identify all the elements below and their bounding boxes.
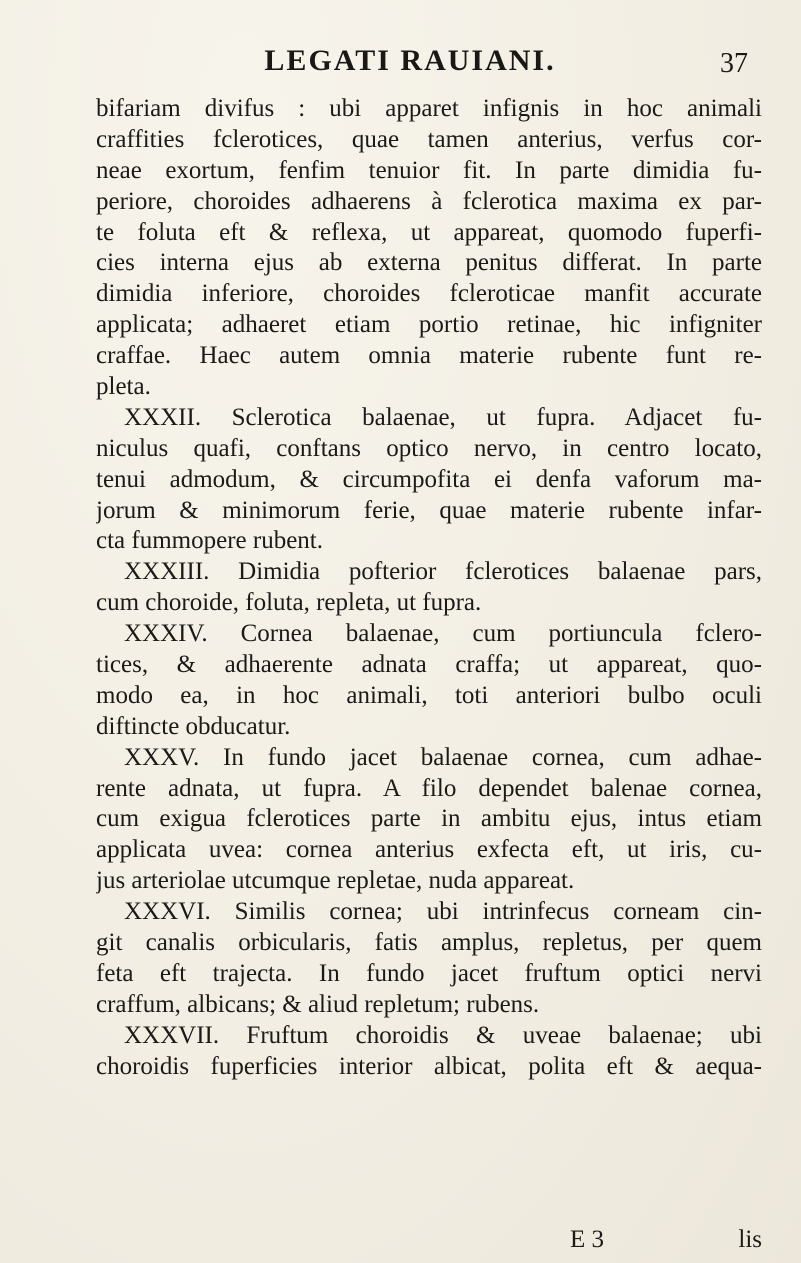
text-line: dimidia inferiore, choroides fcleroticae manfit accurate	[96, 280, 762, 308]
text-line: applicata; adhaeret etiam portio retinae, hic infigniter	[96, 311, 762, 339]
body-text	[96, 94, 762, 1083]
text-line: cum exigua fclerotices parte in ambitu ejus, intus etiam	[96, 805, 762, 833]
text-line: cies interna ejus ab externa penitus differat. In parte	[96, 249, 762, 277]
text-line: XXXIII. Dimidia pofterior fclerotices balaenae pars,	[124, 558, 762, 586]
text-line: applicata uvea: cornea anterius exfecta eft, ut iris, cu-	[96, 836, 762, 864]
text-line: rente adnata, ut fupra. A filo dependet balenae cornea,	[96, 774, 762, 802]
text-line: cum choroide, foluta, repleta, ut fupra.	[96, 589, 482, 617]
text-line: XXXIV. Cornea balaenae, cum portiuncula fclero-	[124, 620, 762, 648]
text-line: craffae. Haec autem omnia materie rubente funt re-	[96, 342, 762, 370]
text-line: craffum, albicans; & aliud repletum; rubens.	[96, 990, 540, 1018]
text-line: XXXII. Sclerotica balaenae, ut fupra. Adjacet fu-	[124, 403, 762, 431]
text-line: XXXV. In fundo jacet balaenae cornea, cum adhae-	[124, 743, 762, 771]
text-line: modo ea, in hoc animali, toti anteriori bulbo oculi	[96, 681, 762, 709]
page-number: 37	[720, 48, 748, 79]
text-line: XXXVII. Fruftum choroidis & uveae balaenae; ubi	[124, 1021, 762, 1049]
text-line: periore, choroides adhaerens à fclerotica maxima ex par-	[96, 187, 762, 215]
text-line: jorum & minimorum ferie, quae materie rubente infar-	[96, 496, 762, 524]
text-line: jus arteriolae utcumque repletae, nuda appareat.	[96, 867, 575, 895]
text-line: te foluta eft & reflexa, ut appareat, quomodo fuperfi-	[96, 218, 762, 246]
text-line: XXXVI. Similis cornea; ubi intrinfecus corneam cin-	[124, 898, 762, 926]
text-line: feta eft trajecta. In fundo jacet fruftum optici nervi	[96, 959, 762, 987]
text-line: bifariam divifus : ubi apparet infignis in hoc animali	[96, 95, 762, 122]
catchword: lis	[738, 1226, 762, 1253]
text-line: diftincte obducatur.	[96, 712, 291, 740]
running-head	[0, 44, 801, 84]
text-line: choroidis fuperficies interior albicat, polita eft & aequa-	[96, 1052, 762, 1080]
text-line: craffities fclerotices, quae tamen anterius, verfus cor-	[96, 125, 762, 153]
signature-mark: E 3	[570, 1226, 605, 1253]
catchline	[96, 1226, 762, 1256]
text-line: neae exortum, fenfim tenuior fit. In parte dimidia fu-	[96, 156, 762, 184]
running-head-title: LEGATI RAUIANI.	[264, 44, 556, 77]
text-line: cta fummopere rubent.	[96, 527, 323, 555]
text-line: git canalis orbicularis, fatis amplus, repletus, per quem	[96, 929, 762, 957]
text-line: niculus quafi, conftans optico nervo, in centro locato,	[96, 434, 762, 462]
text-line: pleta.	[96, 373, 151, 401]
text-line: tenui admodum, & circumpofita ei denfa vaforum ma-	[96, 465, 762, 493]
text-line: tices, & adhaerente adnata craffa; ut appareat, quo-	[96, 651, 762, 679]
